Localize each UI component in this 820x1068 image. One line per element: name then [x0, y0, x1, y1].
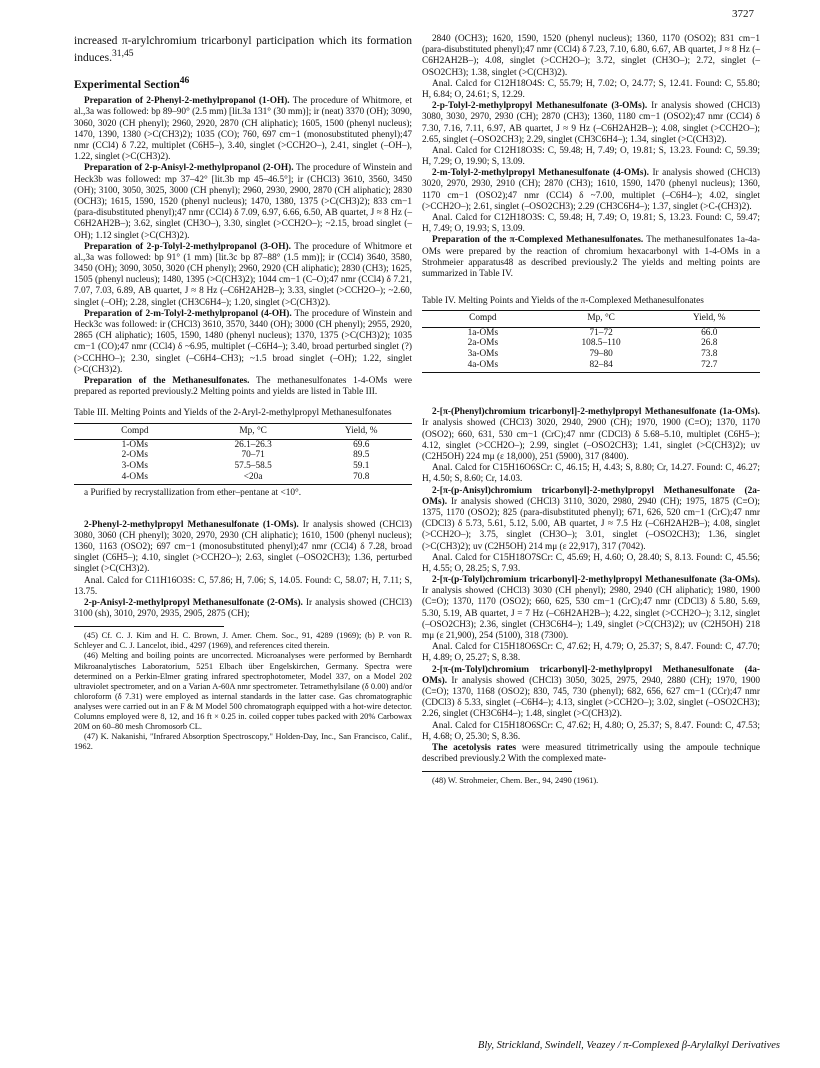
table-iii-cell: 3-OMs	[121, 461, 148, 472]
table-iv-cell: 71–72	[589, 327, 613, 338]
table-iii-header-compd: Compd	[121, 425, 149, 436]
paragraph	[422, 101, 760, 146]
paragraph	[74, 96, 412, 163]
table-iv-header-yield: Yield, %	[693, 313, 726, 324]
paragraph	[422, 486, 760, 553]
paragraph-body: 2840 (OCH3); 1620, 1590, 1520 (phenyl nucleus); 1360, 1170 (OSO2); 831 cm−1 (para-disubstituted phenyl);47 nmr (CCl4) δ 7.23, 7.10, 6.80, 6.67, AB quartet, J ≈ 8 Hz (–C6H2AH2B–); 4.08, singlet (>CCH2O–); 3.72, singlet (CH3O–); 2.72, singlet (–OSO2CH3); 1.38, singlet (>C(CH3)2).	[422, 34, 760, 78]
paragraph	[74, 309, 412, 376]
table-iii-cell: 70.8	[311, 472, 412, 485]
paragraph-heading: Preparation of 2-p-Tolyl-2-methylpropanol (3-OH).	[84, 241, 291, 252]
left-footnotes	[74, 631, 412, 752]
right-column	[422, 34, 760, 786]
table-iii-cell: <20a	[196, 472, 311, 485]
table-iv-cell: 108.5–110	[581, 338, 621, 349]
paragraph-body: The procedure of Whitmore et al.,3a was followed: bp 91° (1 mm) [lit.3c bp 87–88° (1.5 mm)]; ir (CCl4) 3640, 3580, 3450 (OH); 3090, 3050, 3020 (CH phenyl); 2960, 2920 (CH aliphatic); 2830 (CH3); 1625, 1505 (phenyl nucleus); 1480, 1395 (>C(CH3)2); 1044 cm−1 (C–O);47 nmr (CCl4) δ 7.21, 7.07, 7.03, 6.89, AB quartet, J ≈ 8 Hz (–C6H2AH2B–); 3.33, singlet (>CCH2O–); ~2.60, singlet (–OH); 2.28, singlet (CH3C6H4–); 1.20, singlet (>C(CH3)2).	[74, 241, 412, 308]
table-iii-cell: 4-OMs	[74, 472, 196, 485]
table-iii-cell: 69.6	[353, 439, 370, 450]
table-iii-cell: 70–71	[241, 450, 265, 461]
running-footer: Bly, Strickland, Swindell, Veazey / π-Complexed β-Arylalkyl Derivatives	[477, 1040, 780, 1051]
paragraph-body: Ir analysis showed (CHCl3) 3050, 3025, 2975, 2940, 2880 (CH); 1970, 1900 (C≡O); 1370, 1168 (OSO2); 830, 745, 730 (phenyl); 682, 656, 627 cm−1 (CCr);47 nmr (CDCl3) δ 5.33, singlet (–C6H4–); 4.13, singlet (>CCH2O–); 3.02, singlet (–OSO2CH3); 2.26, singlet (CH3C6H4–); 1.48, singlet (>C(CH3)2).	[422, 675, 760, 720]
paragraph-body: Anal. Calcd for C12H18O4S: C, 55.79; H, 7.02; O, 24.77; S, 12.41. Found: C, 55.80; H, 6.84; O, 24.61; S, 12.29.	[422, 78, 760, 100]
paragraph	[74, 163, 412, 241]
table-iv-row	[422, 327, 760, 338]
left-paragraphs-2	[74, 520, 412, 621]
table-iii-cell: 1-OMs	[121, 439, 148, 450]
table-iii-header-mp: Mp, °C	[239, 425, 267, 436]
table-iii-title: Table III. Melting Points and Yields of the 2-Aryl-2-methylpropyl Methanesulfonates	[74, 408, 392, 419]
footnote-rule	[74, 626, 224, 627]
table-iii-cell: 59.1	[353, 461, 370, 472]
paragraph-body: Anal. Calcd for C15H18O6SCr: C, 47.62; H, 4.80; O, 25.37; S, 8.47. Found: C, 47.53; H, 4.68; O, 25.30; S, 8.36.	[422, 720, 760, 742]
table-iv-header-compd: Compd	[469, 313, 497, 324]
paragraph	[74, 598, 412, 620]
footnote: (46) Melting and boiling points are uncorrected. Microanalyses were performed by Bernhardt Mikroanalytisches Laboratorium, 5251 Elbach über Engelskirchen, Germany. Spectra were determined on a Perkin-Elmer grating infrared spectrophotometer, Model 337, on a Model 202 ultraviolet spectrometer, and on a Varian A-60A nmr spectrometer. Tetramethylsilane (δ 0.00) and/or chloroform (δ 7.31) were employed as internal standards in the latter case. Gas chromatographic analyses were carried out in an F & M Model 500 chromatograph equipped with a hot-wire detector. Columns employed were 8, 12, and 16 ft × 0.25 in. coiled copper tubes packed with 20% Carbowax 20M on 60–80 mesh Chromosorb CL.	[74, 651, 412, 732]
paragraph-heading: 2-[π-(p-Anisyl)chromium tricarbonyl]-2-methylpropyl Methanesulfonate (2a-OMs).	[422, 485, 760, 507]
footnote-rule-right	[422, 771, 572, 772]
paragraph-body: Ir analysis showed (CHCl3) 3100 (sh), 3010, 2970, 2935, 2905, 2875 (CH);	[74, 597, 413, 620]
paragraph	[422, 642, 760, 664]
table-iii-row	[74, 439, 412, 450]
page-number: 3727	[732, 8, 754, 20]
footnote: (47) K. Nakanishi, "Infrared Absorption Spectroscopy," Holden-Day, Inc., San Francisco, Calif., 1962.	[74, 732, 412, 752]
table-iv-row	[422, 349, 760, 360]
paragraph-body: Anal. Calcd for C12H18O3S: C, 59.48; H, 7.49; O, 19.81; S, 13.23. Found: C, 59.39; H, 7.29; O, 19.90; S, 13.09.	[422, 145, 760, 168]
left-paragraphs	[74, 96, 412, 398]
table-iii-footnote: a Purified by recrystallization from ether–pentane at <10°.	[84, 488, 302, 499]
table-iv-header-mp: Mp, °C	[587, 313, 615, 324]
paragraph-heading: 2-[π-(Phenyl)chromium tricarbonyl]-2-methylpropyl Methanesulfonate (1a-OMs).	[432, 407, 760, 418]
section-title: Experimental Section$^{46}$	[74, 74, 190, 91]
table-iv-cell: 4a-OMs	[422, 360, 544, 373]
table-iv-row	[422, 360, 760, 373]
paragraph-body: Ir analysis showed (CHCl3) 3080, 3030, 2970, 2930 (CH); 2870 (CH3); 1360, 1180 cm−1 (OSO2);47 nmr (CCl4) δ 7.30, 7.16, 7.11, 6.97, AB quartet, J ≈ 9 Hz (–C6H2AH2B–); 4.08, singlet (>CCH2O–); 2.65, singlet (–OSO2CH3); 2.29, singlet (CH3C6H4–); 1.34, singlet (>C(CH3)2).	[422, 101, 761, 145]
paragraph-heading: Preparation of 2-Phenyl-2-methylpropanol (1-OH).	[84, 96, 290, 107]
paragraph-heading: Preparation of 2-p-Anisyl-2-methylpropanol (2-OH).	[84, 163, 294, 174]
paragraph	[422, 575, 760, 642]
table-iii-cell: 57.5–58.5	[234, 461, 272, 472]
table-iii-row	[74, 450, 412, 461]
paragraph-body: Ir analysis showed (CHCl3) 3020, 2970, 2930, 2910 (CH); 2870 (CH3); 1610, 1590, 1470 (phenyl nucleus); 1360, 1170 cm−1 (OSO2);47 nmr (CCl4) δ ~7.00, multiplet (–C6H4–); 4.02, singlet (>CCH2O–); 2.61, singlet (–OSO2CH3); 2.29 (CH3C6H4–); 1.37, singlet (>C-(CH3)2).	[422, 168, 761, 212]
paragraph	[74, 376, 412, 398]
right-paragraphs	[422, 34, 760, 280]
paragraph	[74, 242, 412, 309]
paragraph	[422, 213, 760, 235]
paragraph-heading: 2-p-Tolyl-2-methylpropyl Methanesulfonate (3-OMs).	[432, 101, 648, 112]
paragraph-body: Anal. Calcd for C15H16O6SCr: C, 46.15; H, 4.43; S, 8.80; Cr, 14.27. Found: C, 46.27; H, 4.50; S, 8.60; Cr, 14.03.	[422, 463, 760, 485]
paragraph-body: Anal. Calcd for C12H18O3S: C, 59.48; H, 7.49; O, 19.81; S, 13.23. Found: C, 59.47; H, 7.49; O, 19.93; S, 13.09.	[422, 213, 760, 235]
paragraph	[422, 463, 760, 485]
paragraph-body: Ir analysis showed (CHCl3) 3080, 3060 (CH phenyl); 3020, 2970, 2930 (CH aliphatic); 1610, 1500 (phenyl nucleus); 1360, 1163 (OSO2); 697 cm−1 (monosubstituted phenyl);47 nmr (CCl4) δ 7.28, broad singlet (C6H5–); 4.10, singlet (>CCH2O–); 2.63, singlet (–OSO2CH3); 1.36, perturbed singlet (>C(CH3)2).	[74, 519, 412, 575]
paragraph-body: Ir analysis showed (CHCl3) 3110, 3020, 2980, 2940 (CH); 1975, 1875 (C≡O); 1375, 1170 (OSO2); 825 (para-disubstituted phenyl); 671, 626, 520 cm−1 (CrC);47 nmr (CDCl3) δ 5.73, 5.61, 5.12, 5.00, AB quartet, J ≈ 7.5 Hz (–C6H2AH2B–); 4.08, singlet (>CCH2O–); 3.75, singlet (CH3O–); 3.01, singlet (–OSO2CH3); 1.36, singlet (>C(CH3)2); uv (C2H5OH) 214 mμ (ε 22,917), 317 (7042).	[422, 496, 761, 552]
table-iv-cell: 73.8	[701, 348, 718, 359]
paragraph-body: Anal. Calcd for C15H18O6SCr: C, 47.62; H, 4.79; O, 25.37; S, 8.47. Found: C, 47.70; H, 4.89; O, 25.27; S, 8.38.	[422, 642, 760, 664]
table-iv-cell: 72.7	[659, 360, 760, 373]
paragraph-heading: 2-p-Anisyl-2-methylpropyl Methanesulfonate (2-OMs).	[84, 597, 303, 608]
paragraph	[74, 520, 412, 576]
table-iv	[422, 310, 760, 373]
paragraph-heading: Preparation of the π-Complexed Methanesulfonates.	[432, 235, 644, 246]
right-footnotes	[422, 776, 760, 786]
table-iii-cell: 89.5	[353, 450, 370, 461]
table-iii-row	[74, 472, 412, 485]
paragraph	[422, 34, 760, 79]
table-iv-cell: 79–80	[589, 348, 613, 359]
paragraph	[422, 407, 760, 463]
table-iv-cell: 3a-OMs	[467, 348, 499, 359]
paragraph	[422, 235, 760, 280]
intro-text: increased π-arylchromium tricarbonyl participation which its formation induces.$^{31,45}$	[74, 35, 412, 65]
right-paragraphs-2	[422, 407, 760, 765]
paragraph-heading: 2-[π-(p-Tolyl)chromium tricarbonyl]-2-methylpropyl Methanesulfonate (3a-OMs).	[432, 575, 760, 586]
paragraph-body: The procedure of Winstein and Heck3b was followed: mp 37–42° [lit.3b mp 45–46.5°]; ir (CHCl3) 3610, 3560, 3450 (OH); 3100, 3050, 3025, 3000 (CH phenyl); 2960, 2930, 2900, 2870 (CH aliphatic); 2830 (OCH3); 1615, 1590, 1520 (phenyl nucleus); 1470, 1380, 1375 (>C(CH3)2); 833 cm−1 (para-disubstituted phenyl);47 nmr (CCl4) δ 7.09, 6.97, 6.66, 6.50, AB quartet, J ≈ 8 Hz (–C6H2AH2B–); 3.62, singlet (CH3O–), 3.30, singlet (>CCH2O–); ~2.15, broad singlet (–OH); 1.12 singlet (>C(CH3)2).	[74, 163, 413, 241]
paragraph	[422, 146, 760, 168]
table-iv-cell: 82–84	[544, 360, 659, 373]
paragraph-body: were measured titrimetrically using the ampoule technique described previously.2 With the complexed mate-	[422, 742, 760, 765]
table-iv-cell: 2a-OMs	[467, 338, 499, 349]
left-column	[74, 34, 412, 752]
table-iii-row	[74, 461, 412, 472]
paragraph-body: The methanesulfonates 1-4-OMs were prepared as reported previously.2 Melting points and yields are listed in Table III.	[74, 375, 413, 398]
paragraph-body: The procedure of Winstein and Heck3c was followed: ir (CHCl3) 3610, 3570, 3440 (OH); 3000 (CH phenyl); 2955, 2920, 2865 (CH aliphatic); 1605, 1590, 1480 (phenyl nucleus); 1370, 1375 (>C(CH3)2); 1035 cm−1 (CO);47 nmr (CCl4) δ ~6.95, multiplet (–C6H4–); 3.40, broad perturbed singlet (?) (>CCHHO–); 2.30, singlet (–C6H4–CH3); ~1.5 broad singlet (–OH); 1.22, singlet (>C(CH3)2).	[74, 308, 413, 375]
paragraph-body: Anal. Calcd for C15H18O7SCr: C, 45.69; H, 4.60; O, 28.40; S, 8.13. Found: C, 45.56; H, 4.55; O, 28.25; S, 7.93.	[422, 552, 760, 574]
paragraph	[74, 576, 412, 598]
paragraph	[422, 79, 760, 101]
table-iv-cell: 66.0	[701, 327, 718, 338]
paragraph-body: The methanesulfonates 1a-4a-OMs were prepared by the reaction of chromium hexacarbonyl with 1-4-OMs in a Strohmeier apparatus48 as described previously.2 The yields and melting points are summarized in Table IV.	[422, 235, 761, 279]
paragraph	[422, 721, 760, 743]
table-iii	[74, 423, 412, 486]
table-iv-row	[422, 338, 760, 349]
paragraph	[422, 665, 760, 721]
table-iv-cell: 26.8	[701, 338, 718, 349]
footnote: (48) W. Strohmeier, Chem. Ber., 94, 2490 (1961).	[432, 776, 599, 786]
footnote: (45) Cf. C. J. Kim and H. C. Brown, J. Amer. Chem. Soc., 91, 4289 (1969); (b) P. von R. Schleyer and C. J. Lancelot, ibid., 4297 (1969), and references cited therein.	[74, 631, 412, 651]
paragraph-heading: The acetolysis rates	[432, 742, 517, 753]
paragraph	[422, 168, 760, 213]
table-iv-cell: 1a-OMs	[467, 327, 499, 338]
paragraph	[422, 553, 760, 575]
table-iv-title: Table IV. Melting Points and Yields of the π-Complexed Methanesulfonates	[422, 296, 704, 307]
table-iii-cell: 26.1–26.3	[234, 439, 272, 450]
table-iii-cell: 2-OMs	[121, 450, 148, 461]
paragraph	[422, 743, 760, 765]
paragraph-heading: Preparation of the Methanesulfonates.	[84, 375, 250, 386]
paragraph-body: Ir analysis showed (CHCl3) 3030 (CH phenyl); 2980, 2940 (CH aliphatic); 1980, 1900 (C≡O); 1370, 1170 (OSO2); 660, 625, 530 cm−1 (CrC);47 nmr (CDCl3) δ 5.80, 5.69, 5.30, 5.19, AB quartet, J = 7 Hz (–C6H2AH2B–); 4.22, singlet (>CCH2O–); 3.12, singlet (–OSO2CH3); 2.36, singlet (CH3C6H4–); 1.49, singlet (>C(CH3)2); uv (C2H5OH) 218 mμ (ε 21,900), 254 (5100), 318 (7300).	[422, 586, 760, 641]
paragraph-body: Ir analysis showed (CHCl3) 3020, 2940, 2900 (CH); 1970, 1900 (C≡O); 1370, 1170 (OSO2); 660, 631, 530 cm−1 (CrC);47 nmr (CDCl3) δ 5.68–5.10, multiplet (C6H5–); 4.12, singlet (>CCH2O–); 2.99, singlet (–OSO2CH3); 1.41, singlet (>C(CH3)2); uv (C2H5OH) 224 mμ (ε 18,000), 251 (5900), 317 (8400).	[422, 418, 760, 462]
paragraph-heading: 2-[π-(m-Tolyl)chromium tricarbonyl]-2-methylpropyl Methanesulfonate (4a-OMs).	[422, 664, 760, 686]
paragraph-heading: 2-m-Tolyl-2-methylpropyl Methanesulfonate (4-OMs).	[432, 168, 649, 179]
table-iii-header-yield: Yield, %	[345, 425, 378, 436]
paragraph-body: The procedure of Whitmore, et al.,3a was followed: bp 89–90° (2.5 mm) [lit.3a 131° (30 mm)]; ir (neat) 3370 (OH); 3090, 3060, 3020 (CH phenyl); 2960, 2920, 2870 (CH aliphatic); 1605, 1500 (phenyl nucleus); 1470, 1390, 1380 (>C(CH3)2); 1035 (CO); 760, 697 cm−1 (monosubstituted phenyl);47 nmr (CCl4) δ 7.22, multiplet (C6H5–), 3.40, singlet (>CCH2O–), 2.41, singlet (–OH–), 1.22, singlet (>C(CH3)2).	[74, 96, 412, 163]
paragraph-heading: 2-Phenyl-2-methylpropyl Methanesulfonate (1-OMs).	[84, 519, 299, 530]
paragraph-body: Anal. Calcd for C11H16O3S: C, 57.86; H, 7.06; S, 14.05. Found: C, 58.07; H, 7.11; S, 13.75.	[74, 575, 412, 597]
paragraph-heading: Preparation of 2-m-Tolyl-2-methylpropanol (4-OH).	[84, 308, 292, 319]
